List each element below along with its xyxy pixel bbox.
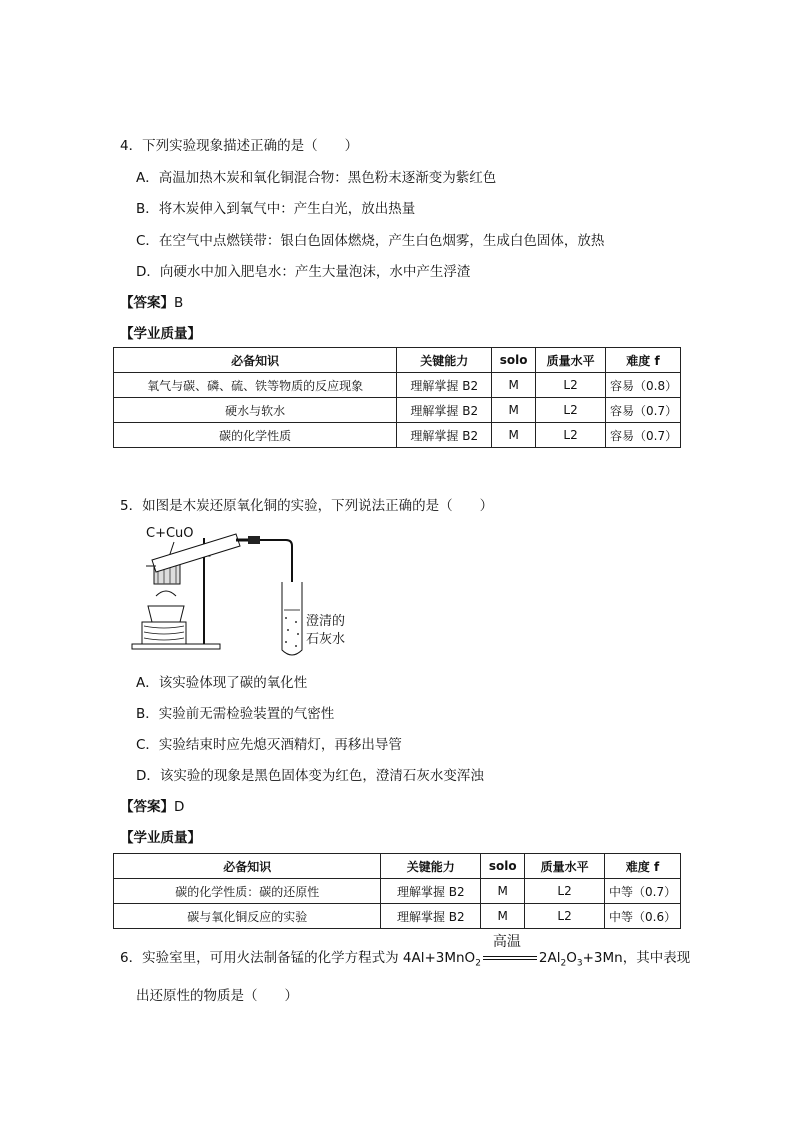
q5-quality-table	[113, 853, 681, 929]
header-quality-level: 质量水平	[536, 348, 606, 373]
q4-quality-table	[113, 347, 681, 448]
table-cell: 硬水与软水	[114, 398, 397, 423]
alcohol-lamp	[148, 606, 184, 622]
q6-stem-line2: 出还原性的物质是（ ）	[136, 988, 298, 1004]
table-cell: 中等（0.6）	[605, 904, 681, 929]
table-cell: 容易（0.7）	[606, 398, 681, 423]
table-cell: 理解掌握 B2	[397, 373, 492, 398]
table-row	[114, 373, 681, 398]
limewater-test-tube	[282, 582, 302, 655]
q4-answer: 【答案】B	[120, 295, 184, 311]
reaction-condition	[481, 934, 539, 965]
table-row	[114, 879, 681, 904]
table-cell: 碳与氧化铜反应的实验	[114, 904, 381, 929]
table-cell: 中等（0.7）	[605, 879, 681, 904]
q5-quality-tag: 【学业质量】	[120, 830, 201, 846]
q5-option-b: B．实验前无需检验装置的气密性	[136, 706, 335, 722]
table-row	[114, 398, 681, 423]
apparatus-figure	[128, 518, 368, 663]
q4-option-c: C．在空气中点燃镁带：银白色固体燃烧，产生白色烟雾，生成白色固体，放热	[136, 233, 605, 249]
table-cell: L2	[536, 423, 606, 448]
table-cell: M	[492, 398, 536, 423]
table-cell: 氧气与碳、磷、硫、铁等物质的反应现象	[114, 373, 397, 398]
limewater-label-line1: 澄清的	[306, 614, 346, 629]
header-difficulty: 难度 f	[606, 348, 681, 373]
header-ability: 关键能力	[381, 854, 481, 879]
q4-stem: 4．下列实验现象描述正确的是（ ）	[120, 138, 359, 154]
table-header-row	[114, 854, 681, 879]
table-cell: M	[492, 373, 536, 398]
q5-answer: 【答案】D	[120, 799, 185, 815]
header-solo: solo	[492, 348, 536, 373]
limewater-label-line2: 石灰水	[306, 632, 346, 647]
q5-stem: 5．如图是木炭还原氧化铜的实验，下列说法正确的是（ ）	[120, 498, 494, 514]
table-cell: 理解掌握 B2	[381, 904, 481, 929]
table-cell: M	[492, 423, 536, 448]
table-cell: 容易（0.7）	[606, 423, 681, 448]
table-cell: L2	[536, 398, 606, 423]
q6-stem-line1: 6．实验室里，可用火法制备锰的化学方程式为 4Al+3MnO$_2$ 高温 $2Al_2O_3+3Mn$，其中表现	[120, 946, 690, 969]
header-ability: 关键能力	[397, 348, 492, 373]
q4-option-d: D．向硬水中加入肥皂水：产生大量泡沫，水中产生浮渣	[136, 264, 471, 280]
reactant-label: C+CuO	[146, 526, 194, 541]
table-cell: 理解掌握 B2	[397, 423, 492, 448]
q4-option-b: B．将木炭伸入到氧气中：产生白光，放出热量	[136, 201, 416, 217]
table-cell: L2	[525, 879, 605, 904]
table-cell: 理解掌握 B2	[381, 879, 481, 904]
q4-quality-tag: 【学业质量】	[120, 326, 201, 342]
table-header-row	[114, 348, 681, 373]
table-cell: M	[481, 904, 525, 929]
table-cell: M	[481, 879, 525, 904]
rubber-stopper	[248, 536, 260, 544]
table-row	[114, 423, 681, 448]
header-quality-level: 质量水平	[525, 854, 605, 879]
table-cell: 碳的化学性质：碳的还原性	[114, 879, 381, 904]
header-difficulty: 难度 f	[605, 854, 681, 879]
condition-text: 高温	[492, 934, 521, 950]
header-solo: solo	[481, 854, 525, 879]
table-cell: 容易（0.8）	[606, 373, 681, 398]
header-knowledge: 必备知识	[114, 348, 397, 373]
q4-option-a: A．高温加热木炭和氧化铜混合物：黑色粉末逐渐变为紫红色	[136, 170, 497, 186]
q5-option-c: C．实验结束时应先熄灭酒精灯，再移出导管	[136, 737, 402, 753]
stand-base	[132, 644, 220, 649]
table-cell: L2	[536, 373, 606, 398]
table-cell: L2	[525, 904, 605, 929]
q5-option-a: A．该实验体现了碳的氧化性	[136, 675, 308, 691]
header-knowledge: 必备知识	[114, 854, 381, 879]
table-cell: 理解掌握 B2	[397, 398, 492, 423]
q5-option-d: D．该实验的现象是黑色固体变为红色，澄清石灰水变浑浊	[136, 768, 484, 784]
table-row	[114, 904, 681, 929]
table-cell: 碳的化学性质	[114, 423, 397, 448]
